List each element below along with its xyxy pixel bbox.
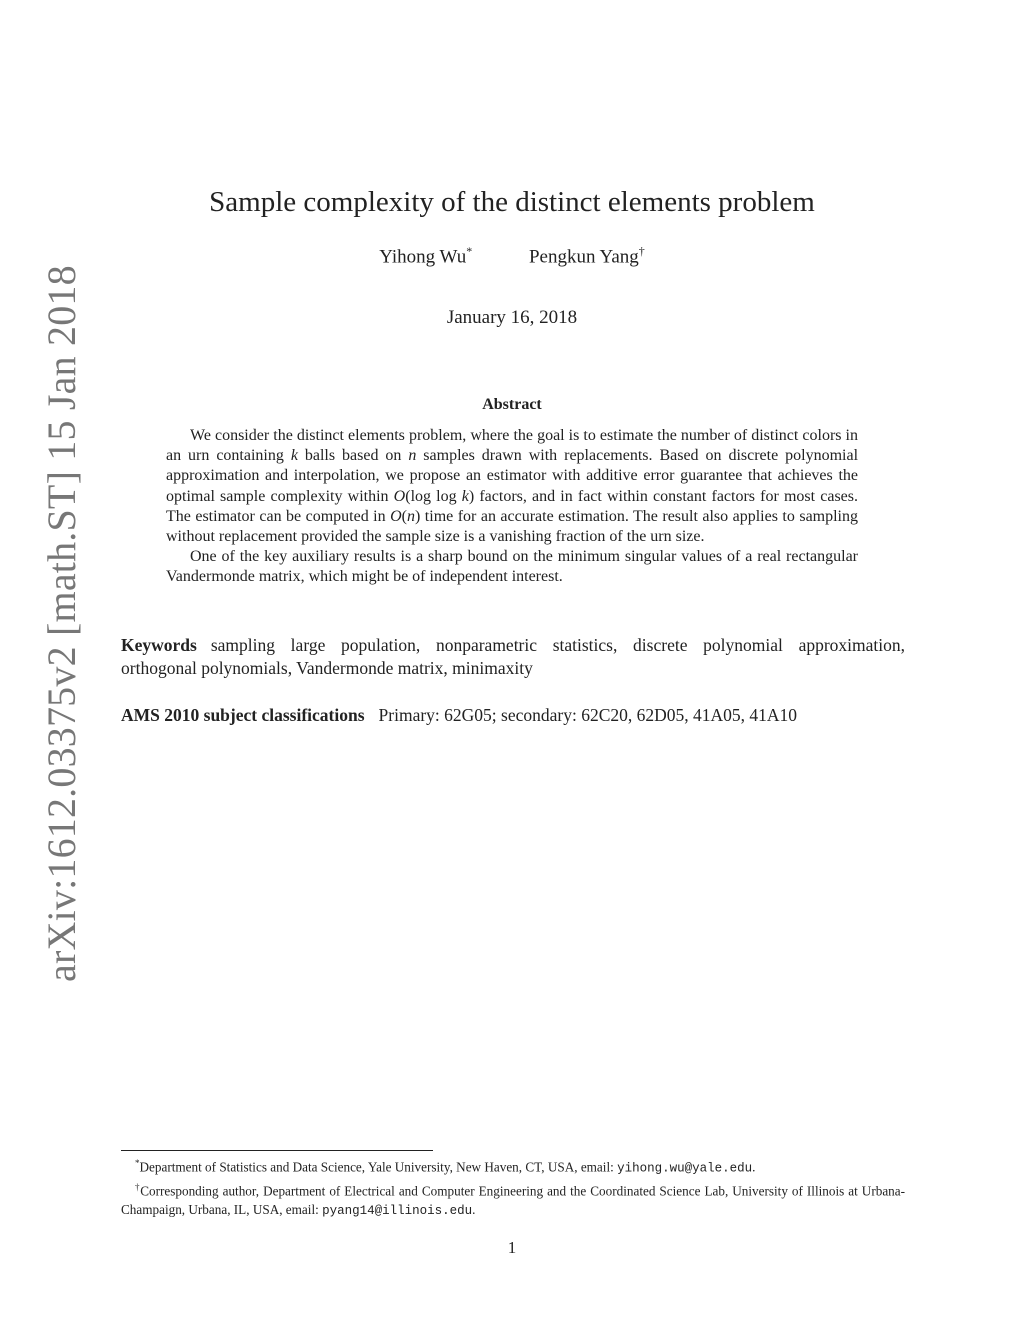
abstract-text: samples drawn with replacements. Based on discrete polynomial approximation and interpolation, we propose an estimator with additive error guarantee that achieves the optimal sample complexity within <box>166 447 859 505</box>
keywords-text: sampling large population, nonparametric statistics, discrete polynomial approximation, orthogonal polynomials, Vandermonde matrix, minimaxity <box>121 635 905 678</box>
math-text: (log log <box>405 487 462 505</box>
math-var: n <box>408 447 417 465</box>
abstract-text: balls based on <box>297 447 409 465</box>
author-name: Yihong Wu <box>379 246 467 268</box>
email-link[interactable]: yihong.wu@yale.edu <box>617 1161 753 1176</box>
author-name: Pengkun Yang <box>528 246 639 268</box>
keywords-section <box>121 634 905 680</box>
abstract-text: time for an accurate estimation. The result also applies to sampling without replacement provided the sample size is a vanishing fraction of the urn size. <box>166 507 859 546</box>
math-var: O <box>390 507 402 525</box>
abstract-text: factors, and in fact within constant factors for most cases. The estimator can be computed in <box>166 487 858 525</box>
paper-title: Sample complexity of the distinct elements problem <box>209 186 815 218</box>
abstract-paragraph-1 <box>166 426 858 547</box>
page-number: 1 <box>507 1238 517 1257</box>
footnote-text: Department of Statistics and Data Science, Yale University, New Haven, CT, USA, email: <box>139 1159 618 1175</box>
abstract-body <box>166 426 858 588</box>
math-text: ) <box>415 507 421 525</box>
footnote-text: Corresponding author, Department of Electrical and Computer Engineering and the Coordinated Science Lab, University of Illinois at Urbana-Champaign, Urbana, IL, USA, email: <box>121 1183 906 1217</box>
ams-classification <box>121 704 921 727</box>
author-footnote-mark: † <box>638 244 645 258</box>
paper-date: January 16, 2018 <box>446 307 578 328</box>
email-link[interactable]: pyang14@illinois.edu <box>322 1203 473 1218</box>
footnote-end: . <box>472 1201 476 1217</box>
footnote-end: . <box>752 1159 756 1175</box>
keywords-label: Keywords <box>121 635 197 655</box>
ams-label: AMS 2010 subject classifications <box>121 705 365 725</box>
author-footnote-mark: * <box>466 244 473 258</box>
author-yang <box>529 244 645 268</box>
arxiv-identifier: arXiv:1612.03375v2 [math.ST] 15 Jan 2018 <box>39 265 84 982</box>
footnote-divider <box>121 1150 433 1151</box>
abstract-paragraph-2: One of the key auxiliary results is a sharp bound on the minimum singular values of a real rectangular Vandermonde matrix, which might be of independent interest. <box>166 548 858 586</box>
footnote-mark: * <box>135 1158 140 1168</box>
footnote-mark: † <box>135 1181 141 1192</box>
math-var: k <box>290 447 298 465</box>
math-var: k <box>461 487 469 505</box>
math-text: ) <box>468 487 475 505</box>
author-list <box>0 244 1024 268</box>
footnote-1 <box>121 1154 905 1178</box>
abstract-text: We consider the distinct elements problem, where the goal is to estimate the number of distinct colors in an urn containing <box>166 427 858 465</box>
footnotes <box>121 1154 905 1220</box>
math-var: n <box>407 507 415 525</box>
author-wu <box>379 244 472 268</box>
abstract-heading: Abstract <box>482 396 542 413</box>
footnote-2 <box>121 1178 905 1220</box>
ams-text: Primary: 62G05; secondary: 62C20, 62D05, 41A05, 41A10 <box>378 705 798 725</box>
math-text: ( <box>401 507 407 525</box>
math-var: O <box>393 487 406 505</box>
